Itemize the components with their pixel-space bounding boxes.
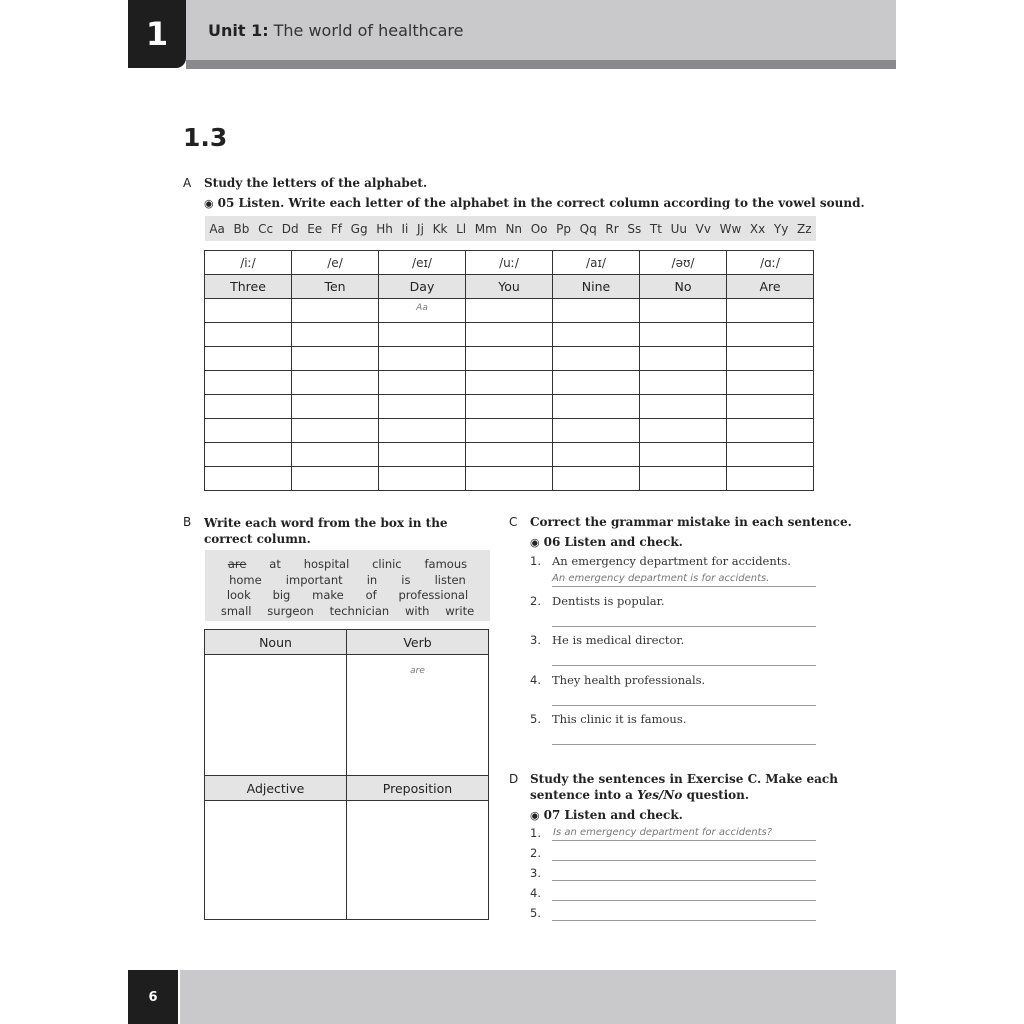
answer-cell[interactable] <box>205 299 292 323</box>
word-box-word: make <box>312 588 344 602</box>
answer-cell[interactable] <box>640 419 727 443</box>
phoneme-cell: /ɑː/ <box>727 251 814 275</box>
word-box-word: hospital <box>303 557 350 571</box>
answer-cell[interactable] <box>292 467 379 491</box>
answer-cell[interactable] <box>379 443 466 467</box>
answer-line[interactable] <box>552 705 816 706</box>
alphabet-letter: Ww <box>719 221 742 236</box>
answer-cell[interactable] <box>205 443 292 467</box>
word-box-word: at <box>269 557 281 571</box>
answer-cell[interactable] <box>640 371 727 395</box>
answer-row <box>205 371 814 395</box>
exercise-c-letter: C <box>509 515 518 529</box>
answer-cell[interactable] <box>205 323 292 347</box>
word-box-word: with <box>405 603 430 618</box>
section-number: 1.3 <box>183 123 228 152</box>
item-number: 4. <box>530 886 541 900</box>
example-word-cell: Day <box>379 275 466 299</box>
pos-answer-row <box>205 801 489 920</box>
item-number: 5. <box>530 712 541 726</box>
answer-cell[interactable] <box>727 443 814 467</box>
answer-line[interactable] <box>552 920 816 921</box>
alphabet-letter: Hh <box>376 221 393 236</box>
pos-answer-row <box>205 655 489 776</box>
noun-answer-cell[interactable] <box>205 655 347 776</box>
exercise-a-audio-instruction: ◉ 05 Listen. Write each letter of the alphabet in the correct column according to the vowel sound. <box>204 196 865 210</box>
alphabet-letter: Uu <box>670 221 687 236</box>
exercise-c-instruction: Correct the grammar mistake in each sentence. <box>530 515 852 529</box>
example-word-cell: Ten <box>292 275 379 299</box>
audio-cd-icon: ◉ <box>530 536 540 549</box>
item-number: 3. <box>530 633 541 647</box>
answer-cell[interactable] <box>205 467 292 491</box>
word-box-word: famous <box>424 557 468 571</box>
answer-cell[interactable] <box>205 347 292 371</box>
word-box-word: of <box>365 588 377 602</box>
example-word-cell: You <box>466 275 553 299</box>
answer-line[interactable] <box>552 744 816 745</box>
answer-cell[interactable] <box>553 323 640 347</box>
word-box-word: listen <box>434 572 466 587</box>
answer-cell[interactable] <box>379 323 466 347</box>
item-number: 2. <box>530 846 541 860</box>
exercise-d-instruction-line-2: sentence into a Yes/No question. <box>530 788 750 802</box>
answer-cell[interactable] <box>466 395 553 419</box>
answer-cell[interactable] <box>466 443 553 467</box>
answer-cell[interactable] <box>727 323 814 347</box>
answer-cell[interactable] <box>466 299 553 323</box>
word-box-word: professional <box>398 588 469 602</box>
item-number: 4. <box>530 673 541 687</box>
answer-line[interactable] <box>552 840 816 841</box>
answer-line[interactable] <box>552 586 816 587</box>
preposition-header: Preposition <box>347 776 489 801</box>
word-box-word: are <box>227 557 247 571</box>
answer-cell[interactable] <box>292 443 379 467</box>
example-answer: are <box>410 666 425 676</box>
pos-header-row <box>205 776 489 801</box>
answer-cell[interactable] <box>640 395 727 419</box>
answer-cell[interactable] <box>640 299 727 323</box>
answer-row <box>205 395 814 419</box>
answer-line[interactable] <box>552 626 816 627</box>
answer-row <box>205 299 814 323</box>
answer-cell[interactable] <box>292 323 379 347</box>
answer-cell[interactable] <box>292 419 379 443</box>
alphabet-letter: Oo <box>530 221 548 236</box>
answer-cell[interactable] <box>292 395 379 419</box>
unit-label: Unit 1: <box>208 20 269 40</box>
exercise-c-audio-instruction: ◉ 06 Listen and check. <box>530 535 683 549</box>
alphabet-letter: Jj <box>417 221 424 236</box>
alphabet-letter: Ff <box>330 221 342 236</box>
example-answer: Aa <box>416 303 428 313</box>
page-number: 6 <box>128 970 178 1024</box>
alphabet-letter: Cc <box>258 221 274 236</box>
alphabet-letter: Pp <box>556 221 572 236</box>
word-box-word: small <box>220 603 252 618</box>
answer-cell[interactable] <box>379 299 466 323</box>
word-box-word: write <box>445 603 475 618</box>
exercise-d-audio-instruction: ◉ 07 Listen and check. <box>530 808 683 822</box>
alphabet-letter: Aa <box>209 221 225 236</box>
answer-cell[interactable] <box>727 419 814 443</box>
example-word-cell: Three <box>205 275 292 299</box>
item-number: 1. <box>530 554 541 568</box>
answer-cell[interactable] <box>640 467 727 491</box>
exercise-d-letter: D <box>509 772 519 786</box>
phoneme-cell: /aɪ/ <box>553 251 640 275</box>
answer-row <box>205 347 814 371</box>
incorrect-sentence: An emergency department for accidents. <box>552 554 791 568</box>
answer-cell[interactable] <box>292 299 379 323</box>
answer-cell[interactable] <box>727 371 814 395</box>
alphabet-letter: Vv <box>695 221 711 236</box>
answer-cell[interactable] <box>379 419 466 443</box>
word-box-word: home <box>229 572 262 587</box>
word-box-word: technician <box>329 603 390 618</box>
answer-cell[interactable] <box>640 443 727 467</box>
answer-line[interactable] <box>552 860 816 861</box>
answer-cell[interactable] <box>727 467 814 491</box>
alphabet-letter: Gg <box>350 221 368 236</box>
answer-row <box>205 323 814 347</box>
incorrect-sentence: This clinic it is famous. <box>552 712 687 726</box>
answer-cell[interactable] <box>466 323 553 347</box>
word-box-word: important <box>285 572 343 587</box>
phoneme-row <box>205 251 814 275</box>
adjective-answer-cell[interactable] <box>205 801 347 920</box>
alphabet-strip <box>205 216 816 241</box>
incorrect-sentence: Dentists is popular. <box>552 594 665 608</box>
alphabet-letter: Bb <box>233 221 250 236</box>
alphabet-letter: Dd <box>281 221 299 236</box>
verb-header: Verb <box>347 630 489 655</box>
unit-number-badge: 1 <box>128 0 186 68</box>
answer-cell[interactable] <box>205 395 292 419</box>
answer-cell[interactable] <box>727 395 814 419</box>
item-number: 3. <box>530 866 541 880</box>
word-box-word: in <box>366 572 378 587</box>
verb-answer-cell[interactable] <box>347 655 489 776</box>
answer-cell[interactable] <box>466 467 553 491</box>
answer-cell[interactable] <box>553 299 640 323</box>
unit-title: The world of healthcare <box>273 20 464 40</box>
answer-line[interactable] <box>552 665 816 666</box>
phoneme-cell: /əʊ/ <box>640 251 727 275</box>
answer-cell[interactable] <box>292 371 379 395</box>
answer-cell[interactable] <box>727 347 814 371</box>
item-number: 5. <box>530 906 541 920</box>
answer-cell[interactable] <box>553 371 640 395</box>
example-word-cell: Nine <box>553 275 640 299</box>
answer-cell[interactable] <box>379 467 466 491</box>
alphabet-letter: Kk <box>432 221 448 236</box>
item-number: 2. <box>530 594 541 608</box>
word-box-row <box>205 573 490 587</box>
answer-cell[interactable] <box>292 347 379 371</box>
alphabet-letter: Zz <box>797 221 812 236</box>
answer-cell[interactable] <box>553 467 640 491</box>
alphabet-letter: Mm <box>474 221 497 236</box>
alphabet-letter: Nn <box>505 221 523 236</box>
phoneme-cell: /uː/ <box>466 251 553 275</box>
word-box-word: surgeon <box>267 603 314 618</box>
word-box <box>205 550 490 621</box>
answer-cell[interactable] <box>553 347 640 371</box>
answer-cell[interactable] <box>553 395 640 419</box>
alphabet-letter: Ii <box>401 221 409 236</box>
exercise-a-letter: A <box>183 176 192 190</box>
answer-cell[interactable] <box>205 419 292 443</box>
answer-cell[interactable] <box>466 371 553 395</box>
word-box-row <box>205 604 490 618</box>
noun-header: Noun <box>205 630 347 655</box>
alphabet-letter: Yy <box>773 221 789 236</box>
example-answer: Is an emergency department for accidents? <box>553 827 773 838</box>
word-box-word: is <box>401 572 411 587</box>
alphabet-letter: Qq <box>579 221 597 236</box>
answer-line[interactable] <box>552 900 816 901</box>
answer-cell[interactable] <box>553 419 640 443</box>
answer-cell[interactable] <box>640 347 727 371</box>
answer-cell[interactable] <box>379 371 466 395</box>
word-box-row <box>205 588 490 602</box>
footer-bar <box>180 970 896 1024</box>
answer-cell[interactable] <box>205 371 292 395</box>
answer-line[interactable] <box>552 880 816 881</box>
audio-cd-icon: ◉ <box>530 809 540 822</box>
answer-cell[interactable] <box>466 419 553 443</box>
word-box-row <box>205 557 490 571</box>
phoneme-cell: /eɪ/ <box>379 251 466 275</box>
incorrect-sentence: They health professionals. <box>552 673 706 687</box>
header-divider <box>186 60 896 69</box>
alphabet-letter: Tt <box>649 221 662 236</box>
answer-cell[interactable] <box>640 323 727 347</box>
pos-header-row <box>205 630 489 655</box>
answer-cell[interactable] <box>553 443 640 467</box>
answer-cell[interactable] <box>727 299 814 323</box>
alphabet-letter: Ll <box>456 221 467 236</box>
exercise-d-instruction-line-1: Study the sentences in Exercise C. Make each <box>530 772 838 786</box>
answer-row <box>205 467 814 491</box>
answer-row <box>205 419 814 443</box>
exercise-b-letter: B <box>183 515 192 529</box>
phoneme-cell: /iː/ <box>205 251 292 275</box>
item-number: 1. <box>530 826 541 840</box>
parts-of-speech-table <box>204 629 489 920</box>
example-answer: An emergency department is for accidents. <box>552 573 770 584</box>
answer-cell[interactable] <box>379 347 466 371</box>
answer-cell[interactable] <box>466 347 553 371</box>
word-box-word: look <box>226 588 251 602</box>
alphabet-letter: Ee <box>307 221 323 236</box>
answer-cell[interactable] <box>379 395 466 419</box>
example-word-row <box>205 275 814 299</box>
adjective-header: Adjective <box>205 776 347 801</box>
word-box-word: big <box>272 588 291 602</box>
word-box-word: clinic <box>372 557 402 571</box>
exercise-a-instruction: Study the letters of the alphabet. <box>204 176 428 190</box>
phoneme-cell: /e/ <box>292 251 379 275</box>
answer-row <box>205 443 814 467</box>
alphabet-letter: Rr <box>605 221 619 236</box>
unit-header-bar <box>186 0 896 60</box>
audio-cd-icon: ◉ <box>204 197 214 210</box>
alphabet-letter: Xx <box>749 221 766 236</box>
example-word-cell: Are <box>727 275 814 299</box>
incorrect-sentence: He is medical director. <box>552 633 685 647</box>
alphabet-letter: Ss <box>627 221 642 236</box>
example-word-cell: No <box>640 275 727 299</box>
preposition-answer-cell[interactable] <box>347 801 489 920</box>
vowel-sound-table <box>204 250 814 491</box>
exercise-b-instruction: Write each word from the box in the correct column. <box>204 516 448 546</box>
